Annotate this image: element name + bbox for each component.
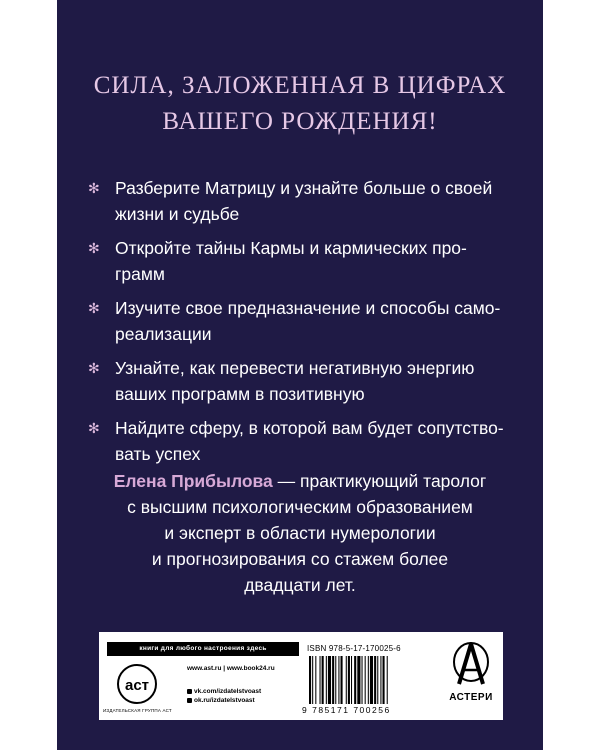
headline-line-1: СИЛА, ЗАЛОЖЕННАЯ В ЦИФРАХ	[93, 72, 507, 99]
feature-item	[85, 175, 525, 227]
feature-item	[85, 295, 525, 347]
bio-line-2: с высшим психологическим образованием	[127, 497, 473, 517]
feature-text-line-1: Найдите сферу, в которой вам будет сопутство-	[115, 418, 504, 438]
feature-text-line-1: Узнайте, как перевести негативную энергию	[115, 358, 475, 378]
author-name: Елена Прибылова	[113, 471, 273, 491]
flower-bullet-icon: ✻	[88, 180, 100, 196]
feature-text-line-1: Откройте тайны Кармы и кармических про-	[115, 238, 467, 258]
barcode	[307, 656, 435, 706]
isbn-text: ISBN 978-5-17-170025-6	[307, 644, 401, 653]
tagline-banner: книги для любого настроения здесь	[107, 642, 299, 656]
feature-text-line-2: вать успех	[115, 444, 201, 464]
ok-link: ok.ru/izdatelstvoast	[194, 697, 255, 704]
feature-text-line-1: Изучите свое предназначение и способы само-	[115, 298, 501, 318]
feature-item	[85, 355, 525, 407]
feature-text-line-2: ваших программ в позитивную	[115, 384, 365, 404]
feature-text-line-2: реализации	[115, 324, 212, 344]
asteri-logo-icon	[451, 640, 491, 690]
social-links	[187, 687, 261, 705]
vk-link: vk.com/izdatelstvoast	[194, 688, 262, 695]
feature-text-line-2: грамм	[115, 264, 165, 284]
bio-line-1: — практикующий таролог	[272, 471, 487, 491]
bio-line-3: и эксперт в области нумерологии	[164, 523, 436, 543]
websites: www.ast.ru | www.book24.ru	[187, 665, 275, 672]
flower-bullet-icon: ✻	[88, 300, 100, 316]
asteri-label: АСТЕРИ	[449, 692, 493, 703]
bio-line-4: и прогнозирования со стажем более	[151, 549, 449, 569]
barcode-number: 9 785171 700256	[302, 705, 391, 715]
headline-line-2: ВАШЕГО РОЖДЕНИЯ!	[162, 108, 438, 135]
bio-line-5: двадцати лет.	[244, 575, 356, 595]
feature-text-line-2: жизни и судьбе	[115, 204, 240, 224]
feature-text-line-1: Разберите Матрицу и узнайте больше о своей	[115, 178, 493, 198]
vk-icon	[187, 689, 192, 694]
flower-bullet-icon: ✻	[88, 240, 100, 256]
feature-list	[85, 175, 525, 475]
publisher-label: ИЗДАТЕЛЬСКАЯ ГРУППА АСТ	[103, 708, 172, 713]
ok-icon	[187, 698, 192, 703]
feature-item	[85, 415, 525, 467]
publisher-info-box	[99, 632, 503, 720]
feature-item	[85, 235, 525, 287]
ast-logo: аст	[117, 664, 157, 704]
back-cover	[57, 0, 543, 750]
flower-bullet-icon: ✻	[88, 360, 100, 376]
flower-bullet-icon: ✻	[88, 420, 100, 436]
author-bio	[82, 468, 518, 598]
